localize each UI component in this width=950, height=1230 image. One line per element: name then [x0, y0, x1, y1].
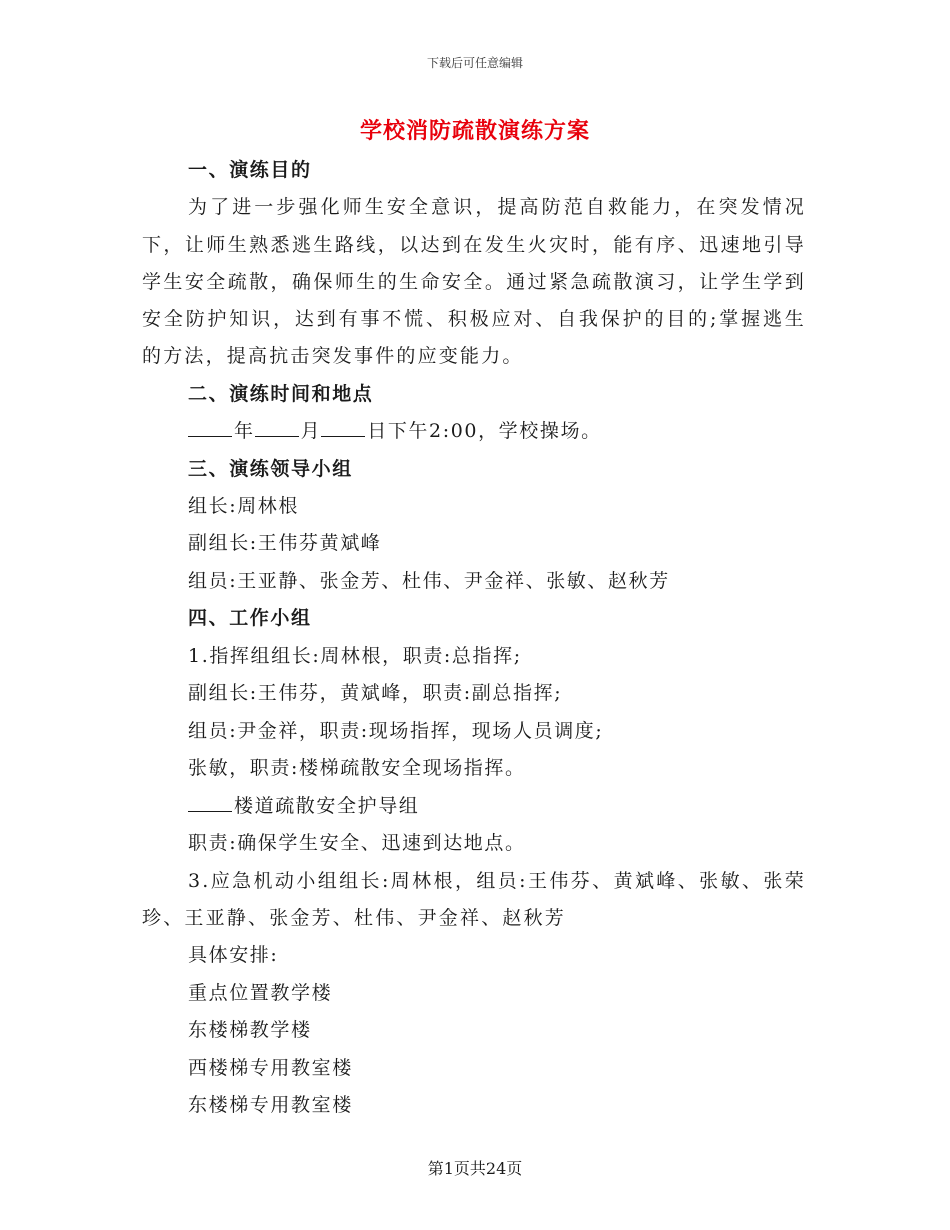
- time-place-line: [142, 413, 806, 451]
- blank-month: [255, 416, 299, 437]
- label-month: 月: [300, 420, 322, 443]
- work-line-9: 重点位置教学楼: [188, 981, 333, 1004]
- section-body-purpose: 为了进一步强化师生安全意识，提高防范自救能力，在突发情况下，让师生熟悉逃生路线，以达到在发生火灾时，能有序、迅速地引导学生安全疏散，确保师生的生命安全。通过紧急疏散演习，让学生学到安全防护知识，达到有事不慌、积极应对、自我保护的目的;掌握逃生的方法，提高抗击突发事件的应变能力。: [142, 196, 806, 368]
- section-heading-time-place-text: 二、演练时间和地点: [188, 382, 374, 405]
- section-heading-purpose: 一、演练目的: [188, 159, 312, 181]
- page-footer: 第1页共24页: [427, 1159, 523, 1178]
- blank-group: [188, 791, 232, 812]
- work-line-11: 西楼梯专用教室楼: [188, 1056, 353, 1079]
- work-line-2: 副组长:王伟芬，黄斌峰，职责:副总指挥;: [188, 682, 563, 705]
- work-line-4: 张敏，职责:楼梯疏散安全现场指挥。: [188, 757, 526, 780]
- time-place-rest: 日下午2:00，学校操场。: [367, 420, 602, 443]
- work-line-10: 东楼梯教学楼: [188, 1019, 312, 1042]
- leader-line: 组长:周林根: [188, 494, 300, 517]
- work-line-5-text: 楼道疏散安全护导组: [234, 794, 420, 817]
- document-title: 学校消防疏散演练方案: [359, 118, 590, 144]
- work-line-5: [142, 788, 806, 826]
- work-line-1: 1.指挥组组长:周林根，职责:总指挥;: [188, 644, 522, 667]
- work-line-12: 东楼梯专用教室楼: [188, 1094, 353, 1117]
- blank-day: [321, 416, 365, 437]
- blank-year: [188, 416, 232, 437]
- work-line-7: 3.应急机动小组组长:周林根，组员:王伟芬、黄斌峰、张敏、张荣珍、王亚静、张金芳、杜伟、尹金祥、赵秋芳: [142, 869, 806, 929]
- vice-leader-line: 副组长:王伟芬黄斌峰: [188, 532, 382, 555]
- work-line-8: 具体安排:: [188, 944, 279, 967]
- page-header-note: 下载后可任意编辑: [426, 56, 523, 70]
- section-heading-leadership: 三、演练领导小组: [188, 457, 353, 480]
- work-line-6: 职责:确保学生安全、迅速到达地点。: [188, 832, 526, 855]
- work-line-3: 组员:尹金祥，职责:现场指挥，现场人员调度;: [188, 719, 604, 742]
- document-body: [142, 152, 806, 1125]
- label-year: 年: [234, 420, 255, 443]
- section-heading-work-groups: 四、工作小组: [188, 607, 312, 630]
- section-heading-time-place: [142, 376, 806, 413]
- members-line: 组员:王亚静、张金芳、杜伟、尹金祥、张敏、赵秋芳: [188, 569, 670, 592]
